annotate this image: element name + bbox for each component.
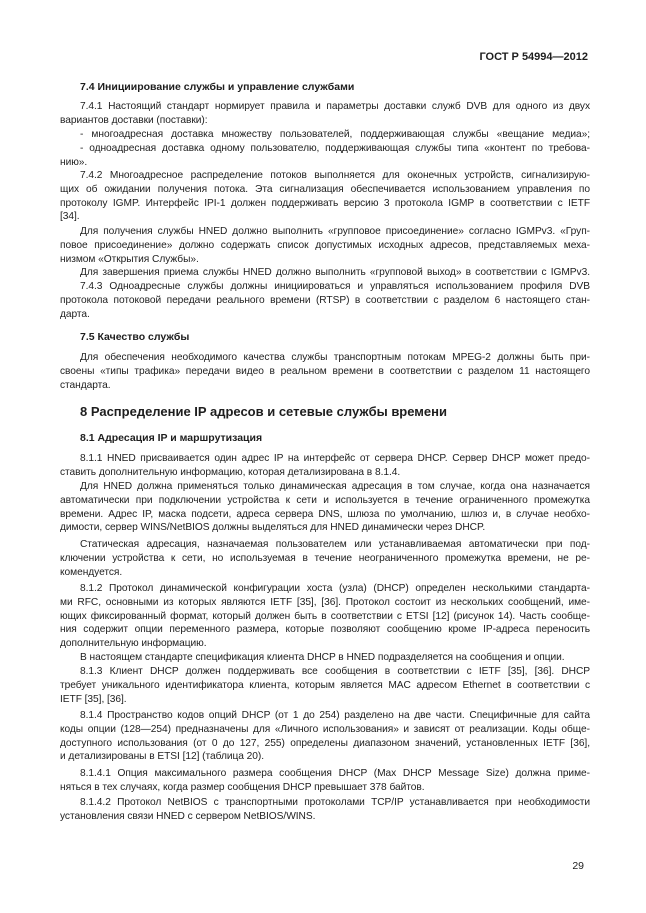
paragraph-7-4-1 <box>60 100 590 128</box>
section-7-4-heading-block <box>60 81 590 95</box>
text-line: требует уникального идентификатора клиента, которым является MAC адресом Ethernet в соответствии с <box>60 679 590 691</box>
paragraph-7-4-3 <box>60 280 590 321</box>
text-line: ми RFC, основными из которых являются IETF [35], [36]. Протокол состоит из нескольких сообщений, име- <box>60 596 590 608</box>
text-line: В настоящем стандарте спецификация клиента DHCP в HNED подразделяется на сообщения и опции. <box>80 652 565 663</box>
paragraph-7-4-2 <box>60 169 590 224</box>
text-line: 8.1.3 Клиент DHCP должен поддерживать все сообщения в соответствии с IETF [35], [36]. DHCP <box>80 666 590 677</box>
paragraph-group-join <box>60 225 590 266</box>
paragraph-static-addressing <box>60 538 590 579</box>
paragraph-8-1-4-2 <box>60 796 590 824</box>
section-8-1-heading-block <box>60 432 590 446</box>
paragraph-8-1-4 <box>60 709 590 764</box>
bullet-unicast <box>60 142 590 170</box>
text-line: вариантов доставки (поставки): <box>60 114 208 126</box>
text-line: димости, сервер WINS/NetBIOS должны выделяться для HNED динамически через DHCP. <box>60 522 486 534</box>
paragraph-dynamic-addressing <box>60 480 590 535</box>
text-line: низмом «Открытия Службы». <box>60 253 199 265</box>
text-line: - многоадресная доставка множеству пользователей, поддерживающая службы «вещание медиа»; <box>80 129 590 140</box>
text-line: [34]. <box>60 211 80 223</box>
text-line: протокола потоковой передачи реального времени (RTSP) в соответствии с разделом 6 настоящего стан- <box>60 294 590 306</box>
text-line: Статическая адресация, назначаемая пользователем или устанавливаемая автоматически при под- <box>80 539 590 550</box>
text-line: автоматически при подключении устройства к сети и используется в течение ограниченного промежутка <box>60 494 590 506</box>
text-line: Для получения службы HNED должно выполнить «групповое присоединение» согласно IGMPv3. «Груп- <box>80 226 590 237</box>
paragraph-group-leave <box>60 266 590 280</box>
text-line: - одноадресная доставка одному пользователю, поддерживающая службы типа «контент по требова- <box>80 143 590 154</box>
text-line: и детализированы в ETSI [12] (таблица 20). <box>60 751 265 763</box>
text-line: дополнительную информацию. <box>60 638 207 649</box>
text-line: 8.1.1 HNED присваивается один адрес IP на интерфейс от сервера DHCP. Сервер DHCP может предо- <box>80 453 590 464</box>
text-line: своены «типы трафика» передачи видео в реальном времени в соответствии с разделом 11 настоящего <box>60 365 590 377</box>
text-line: 7.4.1 Настоящий стандарт нормирует правила и параметры доставки служб DVB для одного из двух <box>80 101 590 112</box>
text-line: 8.1.4.1 Опция максимального размера сообщения DHCP (Max DHCP Message Size) должна приме- <box>80 768 590 779</box>
text-line: стандарта. <box>60 379 111 391</box>
text-line: Для обеспечения необходимого качества службы транспортным потокам MPEG-2 должны быть при- <box>80 352 590 363</box>
section-7-5-heading-block <box>60 331 590 345</box>
paragraph-client-spec <box>60 651 590 665</box>
text-line: 8.1.2 Протокол динамической конфигурации хоста (узла) (DHCP) определен несколькими стандарта- <box>80 583 590 594</box>
text-line: протоколу IGMP. Интерфейс IPI-1 должен поддерживать версию 3 протокола IGMP в соответствии с IETF <box>60 197 590 209</box>
standard-code-header: ГОСТ Р 54994—2012 <box>479 51 588 63</box>
paragraph-qos <box>60 351 590 392</box>
paragraph-8-1-4-1 <box>60 767 590 795</box>
chapter-8-heading-block <box>60 404 590 420</box>
text-line: доступного использования (от 0 до 127, 255) определены диапазоном значений, установленных IETF [36], <box>60 737 590 749</box>
text-line: няться в тех случаях, когда размер сообщения DHCP превышает 378 байтов. <box>60 781 425 793</box>
text-line: IETF [35], [36]. <box>60 693 127 705</box>
text-line: ния содержит опции переменного размера, которые позволяют сообщению кроме IP-адреса переносить <box>60 624 590 636</box>
section-7-5-heading: 7.5 Качество службы <box>80 331 190 343</box>
text-line: нию». <box>60 156 88 168</box>
text-line: ключении устройства к сети, но используемая в течение неограниченного промежутка времени, не ре- <box>60 552 590 564</box>
paragraph-8-1-2 <box>60 582 590 651</box>
text-line: времени. Адрес IP, маска подсети, адреса сервера DNS, шлюза по умолчанию, шлюз и, в случае необхо- <box>60 508 590 520</box>
text-line: коды опции (128—254) предназначены для «Личного использования» и зависят от реализации. Коды обще- <box>60 723 590 735</box>
text-line: комендуется. <box>60 566 123 578</box>
text-line: повое присоединение» должно содержать список допустимых исходных адресов, представляемых меха- <box>60 239 590 251</box>
text-line: 7.4.2 Многоадресное распределение потоков выполняется для оконечных устройств, сигнализирую- <box>80 170 590 181</box>
text-line: 8.1.4.2 Протокол NetBIOS с транспортными протоколами TCP/IP устанавливается при необходимости <box>80 797 590 808</box>
paragraph-8-1-1 <box>60 452 590 480</box>
section-7-4-heading: 7.4 Инициирование службы и управление службами <box>80 81 355 93</box>
bullet-multicast <box>60 128 590 142</box>
text-line: ющих фиксированный формат, который должен быть в соответствии с ETSI [12] (рисунок 14). Часть сообще- <box>60 610 590 622</box>
text-line: Для HNED должна применяться только динамическая адресация в том случае, когда она назначается <box>80 481 590 492</box>
text-line: 7.4.3 Одноадресные службы должны инициироваться и управляться использованием профиля DVB <box>80 281 590 292</box>
section-8-1-heading: 8.1 Адресация IP и маршрутизация <box>80 432 263 444</box>
chapter-8-heading: 8 Распределение IP адресов и сетевые службы времени <box>80 404 447 419</box>
text-line: 8.1.4 Пространство кодов опций DHCP (от 1 до 254) разделено на две части. Специфичные для сайта <box>80 710 590 721</box>
text-line: щих об ожидании получения потока. Эта сигнализация обеспечивается использованием управления по <box>60 183 590 195</box>
paragraph-8-1-3 <box>60 665 590 706</box>
page-number: 29 <box>572 860 584 872</box>
text-line: установления связи HNED с сервером NetBIOS/WINS. <box>60 810 316 822</box>
text-line: Для завершения приема службы HNED должно выполнить «групповой выход» в соответствии с IGMPv3. <box>80 267 590 278</box>
text-line: ставить дополнительную информацию, которая детализирована в 8.1.4. <box>60 466 401 478</box>
text-line: дарта. <box>60 308 90 320</box>
